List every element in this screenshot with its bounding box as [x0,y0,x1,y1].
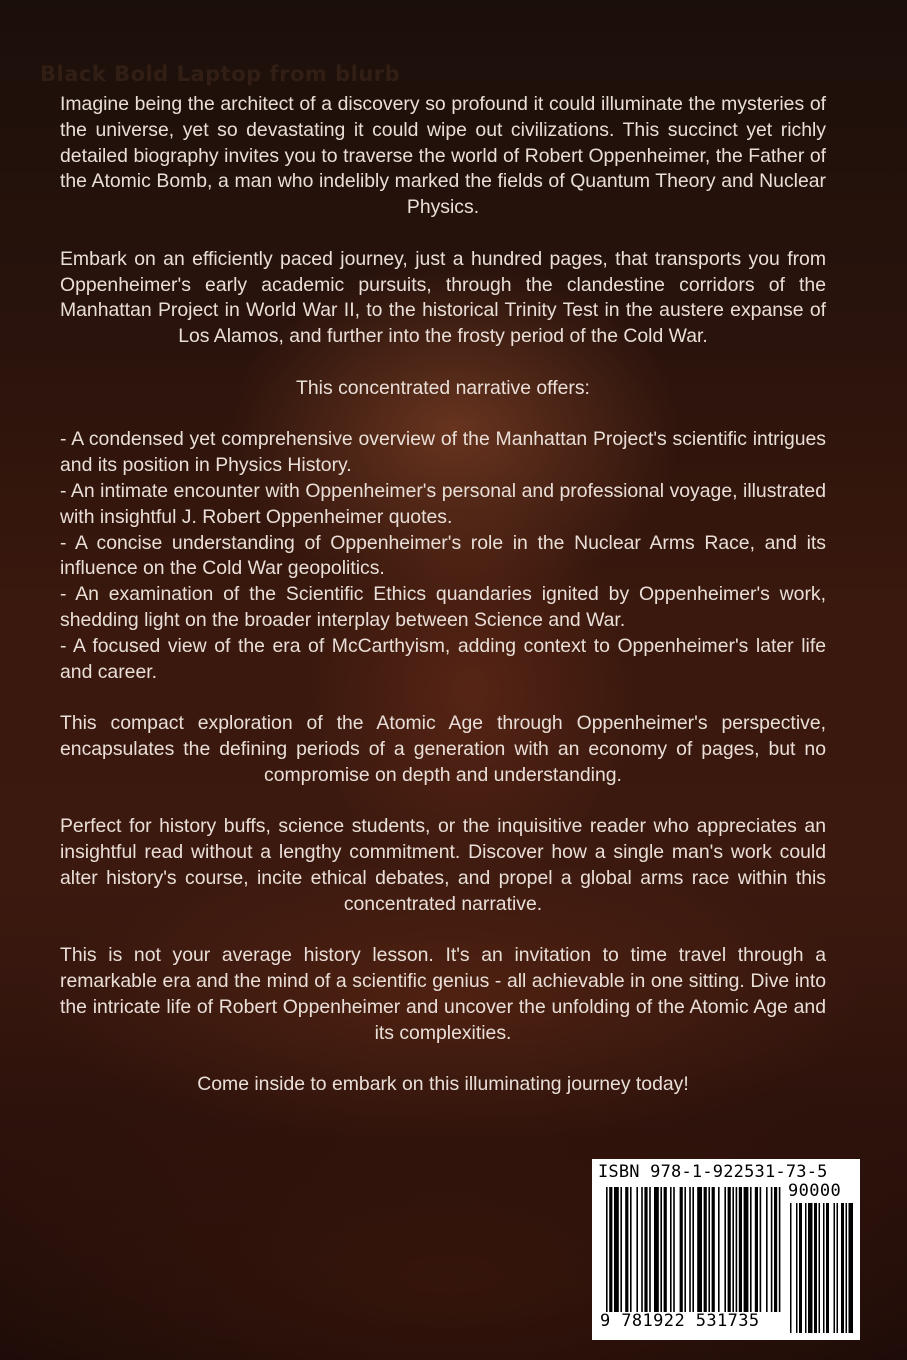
isbn-barcode [592,1159,860,1340]
offers-list [60,427,826,685]
list-item: - An examination of the Scientific Ethics quandaries ignited by Oppenheimer's work, shedding light on the broader interplay between Science and War. [60,583,826,631]
description-paragraph-1: Imagine being the architect of a discovery so profound it could illuminate the mysteries of the universe, yet so devastating it could wipe out civilizations. This succinct yet richly detailed biography invites you to traverse the world of Robert Oppenheimer, the Father of the Atomic Bomb, a man who indelibly marked the fields of Quantum Theory and Nuclear Physics. [60,93,826,219]
list-item: - A focused view of the era of McCarthyism, adding context to Oppenheimer's later life and career. [60,634,826,683]
isbn-label: ISBN 978-1-922531-73-5 [598,1162,828,1182]
call-to-action: Come inside to embark on this illuminating journey today! [197,1073,689,1096]
description-paragraph-4: This compact exploration of the Atomic Age through Oppenheimer's perspective, encapsulates the defining periods of a generation with an economy of pages, but no compromise on depth and understanding. [60,712,826,786]
list-item: - An intimate encounter with Oppenheimer's personal and professional voyage, illustrated with insightful J. Robert Oppenheimer quotes. [60,479,826,528]
list-item: - A condensed yet comprehensive overview of the Manhattan Project's scientific intrigues and its position in Physics History. [60,428,826,477]
ean-digits: 9 781922 531735 [600,1311,760,1331]
book-description [60,92,826,1124]
description-paragraph-6: This is not your average history lesson. It's an invitation to time travel through a remarkable era and the mind of a scientific genius - all achievable in one sitting. Dive into the intricate life of Robert Oppenheimer and uncover the unfolding of the Atomic Age and its complexities. [60,944,826,1044]
background-ghost-title: Black Bold Laptop from blurb [40,62,401,86]
description-paragraph-2: Embark on an efficiently paced journey, just a hundred pages, that transports you from Oppenheimer's early academic pursuits, through the clandestine corridors of the Manhattan Project in World War II, to the historical Trinity Test in the austere expanse of Los Alamos, and further into the frosty period of the Cold War. [60,247,826,348]
description-paragraph-5: Perfect for history buffs, science students, or the inquisitive reader who appreciates an insightful read without a lengthy commitment. Discover how a single man's work could alter history's course, incite ethical debates, and propel a global arms race within this concentrated narrative. [60,815,826,915]
offers-heading: This concentrated narrative offers: [296,376,590,399]
addon-price-code: 90000 [788,1181,842,1201]
list-item: - A concise understanding of Oppenheimer's role in the Nuclear Arms Race, and its influence on the Cold War geopolitics. [60,531,826,580]
